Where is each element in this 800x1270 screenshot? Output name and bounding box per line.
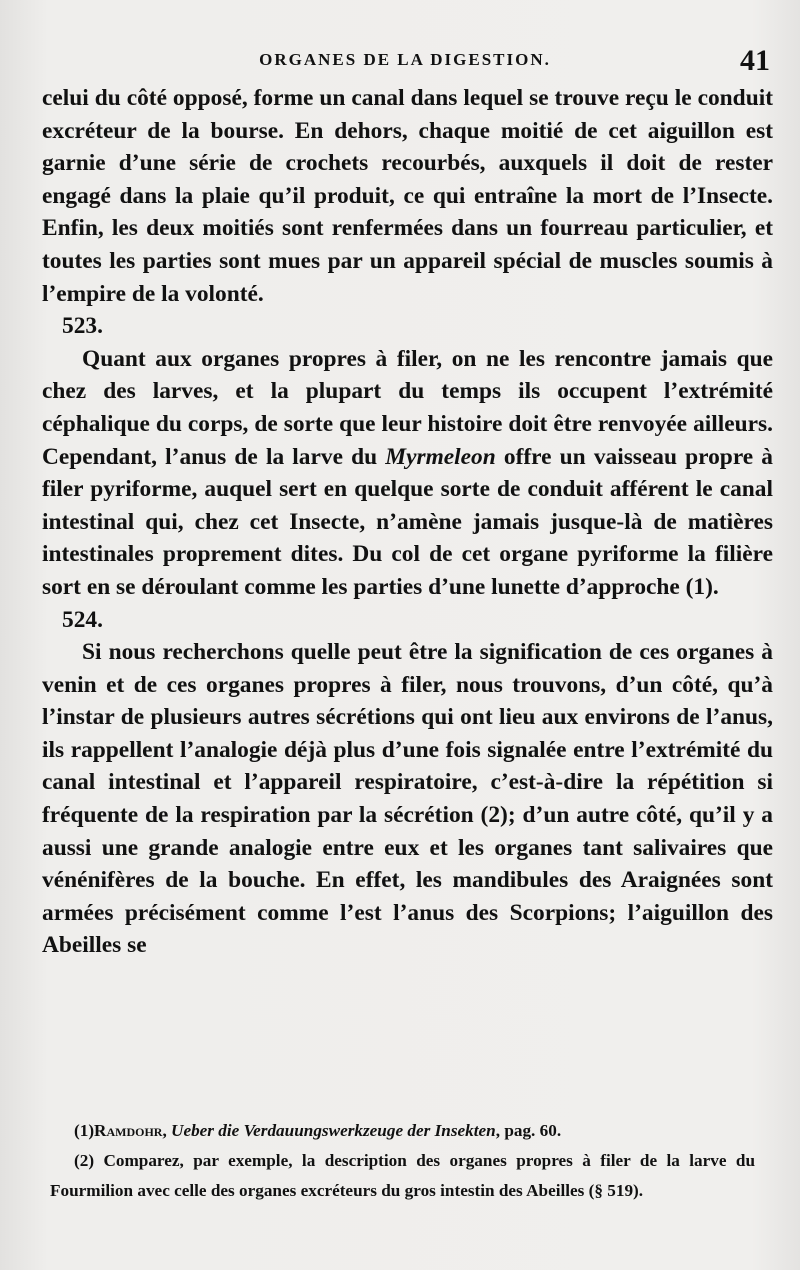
footnote-title: Ueber die Verdauungswerkzeuge der Insekten xyxy=(171,1121,496,1140)
footnote-author: Ramdohr xyxy=(94,1121,163,1140)
page-header xyxy=(40,44,770,78)
footnote-1 xyxy=(50,1116,755,1146)
paragraph-text: offre un vaisseau propre à filer pyriforme, auquel sert en quelque sorte de conduit afférent le canal intestinal qui, chez cet Insecte, n’amène jamais jusque-là de matières intestinales proprement dites. Du col de cet organe pyriforme la filière sort en se déroulant comme les parties d’une lunette d’approche (1). xyxy=(42,443,773,600)
footnote-page: , pag. 60. xyxy=(495,1121,562,1140)
footnote-mark: (1) xyxy=(74,1121,95,1140)
footnote-separator: , xyxy=(162,1121,172,1140)
page-number: 41 xyxy=(740,44,770,77)
section-number-523: 523. xyxy=(62,313,103,340)
footnote-2: (2) Comparez, par exemple, la description des organes propres à filer de la larve du Fourmilion avec celle des organes excréteurs du gros intestin des Abeilles (§ 519). xyxy=(50,1151,755,1200)
running-title: ORGANES DE LA DIGESTION. xyxy=(259,50,551,69)
paragraph-signification: Si nous recherchons quelle peut être la signification de ces organes à venin et de ces organes propres à filer, nous trouvons, d’un côté, qu’à l’instar de plusieurs autres sécrétions qui ont lieu aux environs de l’anus, ils rappellent l’analogie déjà plus d’une fois signalée entre l’extrémité du canal intestinal et l’appareil respiratoire, c’est-à-dire la répétition si fréquente de la respiration par la sécrétion (2); d’un autre côté, qu’il y a aussi une grande analogie entre eux et les organes tant salivaires que vénénifères de la bouche. En effet, les mandibules des Araignées sont armées précisément comme l’est l’anus des Scorpions; l’aiguillon des Abeilles se xyxy=(42,639,773,959)
paragraph-spinning-organs xyxy=(42,343,773,604)
genus-name: Myrmeleon xyxy=(385,443,496,470)
paragraph-continuation: celui du côté opposé, forme un canal dans lequel se trouve reçu le conduit excréteur de la bourse. En dehors, chaque moitié de cet aiguillon est garnie d’une série de crochets recourbés, auxquels il doit de rester engagé dans la plaie qu’il produit, ce qui entraîne la mort de l’Insecte. Enfin, les deux moitiés sont renfermées dans un fourreau particulier, et toutes les parties sont mues par un appareil spécial de muscles soumis à l’empire de la volonté. xyxy=(42,85,773,307)
paragraph-text: Quant aux organes propres à filer, on ne les rencontre jamais que chez des larves, et la plupart du temps ils occupent l’extrémité céphalique du corps, de sorte que leur histoire doit être renvoyée ailleurs. Cependant, l’anus de la larve du xyxy=(42,345,773,470)
section-number-524: 524. xyxy=(62,606,103,633)
footnotes xyxy=(50,1116,755,1206)
body-text xyxy=(42,82,773,962)
